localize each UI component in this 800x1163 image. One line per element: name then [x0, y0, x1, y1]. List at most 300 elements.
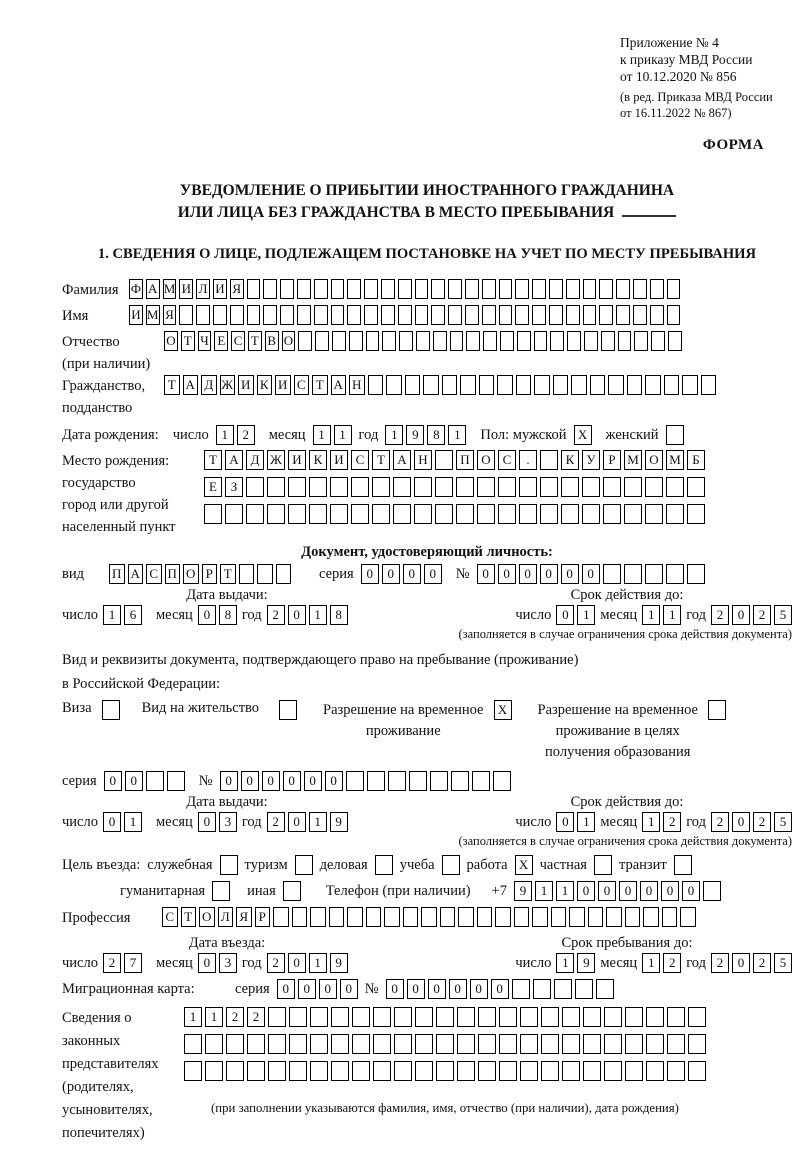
form-cell[interactable]: 0	[470, 979, 488, 999]
form-cell[interactable]	[534, 375, 550, 395]
form-cell[interactable]: А	[183, 375, 199, 395]
form-cell[interactable]	[515, 279, 529, 299]
form-cell[interactable]: Е	[204, 477, 222, 497]
form-cell[interactable]: 1	[642, 605, 660, 625]
form-cell[interactable]	[225, 504, 243, 524]
form-cell[interactable]	[495, 907, 511, 927]
form-cell[interactable]: Ф	[129, 279, 143, 299]
form-cell[interactable]	[534, 331, 548, 351]
form-cell[interactable]	[179, 305, 193, 325]
form-cell[interactable]	[590, 375, 606, 395]
form-cell[interactable]: 5	[774, 812, 792, 832]
form-cell[interactable]	[625, 1061, 643, 1081]
form-cell[interactable]: 0	[407, 979, 425, 999]
form-cell[interactable]	[276, 564, 292, 584]
form-cell[interactable]	[351, 477, 369, 497]
form-cell[interactable]: 2	[267, 605, 285, 625]
form-cell[interactable]	[571, 375, 587, 395]
form-cell[interactable]: 1	[556, 881, 574, 901]
form-cell[interactable]	[364, 279, 378, 299]
form-cell[interactable]	[561, 504, 579, 524]
form-cell[interactable]: С	[146, 564, 162, 584]
form-cell[interactable]: 2	[753, 953, 771, 973]
form-cell[interactable]: 0	[198, 953, 216, 973]
form-cell[interactable]	[624, 477, 642, 497]
form-cell[interactable]: Д	[201, 375, 217, 395]
form-cell[interactable]	[645, 477, 663, 497]
form-cell[interactable]: 0	[556, 812, 574, 832]
form-cell[interactable]: 2	[663, 953, 681, 973]
form-cell[interactable]	[482, 305, 496, 325]
form-cell[interactable]	[349, 331, 363, 351]
form-cell[interactable]	[519, 477, 537, 497]
form-cell[interactable]	[352, 1061, 370, 1081]
form-cell[interactable]	[398, 279, 412, 299]
form-cell[interactable]: 9	[330, 812, 348, 832]
form-cell[interactable]	[373, 1007, 391, 1027]
form-cell[interactable]	[603, 477, 621, 497]
form-cell[interactable]	[450, 331, 464, 351]
form-cell[interactable]	[393, 477, 411, 497]
form-cell[interactable]	[666, 504, 684, 524]
form-cell[interactable]	[310, 1034, 328, 1054]
form-cell[interactable]	[604, 1034, 622, 1054]
form-cell[interactable]	[226, 1061, 244, 1081]
form-cell[interactable]	[423, 375, 439, 395]
form-cell[interactable]	[196, 305, 210, 325]
form-cell[interactable]	[682, 375, 698, 395]
form-cell[interactable]: А	[225, 450, 243, 470]
form-cell[interactable]	[472, 771, 490, 791]
form-cell[interactable]	[493, 771, 511, 791]
form-cell[interactable]	[375, 855, 393, 875]
form-cell[interactable]	[382, 331, 396, 351]
form-cell[interactable]: С	[351, 450, 369, 470]
form-cell[interactable]: О	[477, 450, 495, 470]
form-cell[interactable]: 0	[277, 979, 295, 999]
form-cell[interactable]	[482, 279, 496, 299]
form-cell[interactable]	[498, 477, 516, 497]
form-cell[interactable]	[633, 305, 647, 325]
form-cell[interactable]: 0	[382, 564, 400, 584]
form-cell[interactable]: 9	[514, 881, 532, 901]
form-cell[interactable]	[433, 331, 447, 351]
form-cell[interactable]: 5	[774, 953, 792, 973]
form-cell[interactable]: 0	[619, 881, 637, 901]
form-cell[interactable]: 0	[386, 979, 404, 999]
form-cell[interactable]	[512, 979, 530, 999]
form-cell[interactable]	[367, 771, 385, 791]
form-cell[interactable]	[458, 907, 474, 927]
form-cell[interactable]	[550, 331, 564, 351]
form-cell[interactable]: Я	[163, 305, 177, 325]
form-cell[interactable]	[625, 907, 641, 927]
form-cell[interactable]	[498, 504, 516, 524]
form-cell[interactable]	[575, 979, 593, 999]
form-cell[interactable]: И	[179, 279, 193, 299]
form-cell[interactable]	[330, 504, 348, 524]
form-cell[interactable]: 8	[330, 605, 348, 625]
form-cell[interactable]: Л	[218, 907, 234, 927]
form-cell[interactable]	[708, 700, 726, 720]
form-cell[interactable]	[582, 504, 600, 524]
form-cell[interactable]	[414, 504, 432, 524]
form-cell[interactable]: 0	[640, 881, 658, 901]
form-cell[interactable]: Ж	[220, 375, 236, 395]
form-cell[interactable]	[415, 305, 429, 325]
form-cell[interactable]	[431, 305, 445, 325]
form-cell[interactable]	[664, 375, 680, 395]
form-cell[interactable]: П	[109, 564, 125, 584]
form-cell[interactable]	[483, 331, 497, 351]
form-cell[interactable]: 1	[642, 953, 660, 973]
form-cell[interactable]: 0	[304, 771, 322, 791]
form-cell[interactable]: Н	[349, 375, 365, 395]
form-cell[interactable]	[566, 279, 580, 299]
form-cell[interactable]: 3	[219, 812, 237, 832]
form-cell[interactable]	[688, 1061, 706, 1081]
form-cell[interactable]: О	[183, 564, 199, 584]
form-cell[interactable]: 9	[406, 425, 424, 445]
form-cell[interactable]	[405, 375, 421, 395]
form-cell[interactable]	[540, 477, 558, 497]
form-cell[interactable]	[666, 564, 684, 584]
form-cell[interactable]: С	[231, 331, 245, 351]
form-cell[interactable]: И	[330, 450, 348, 470]
form-cell[interactable]	[205, 1061, 223, 1081]
form-cell[interactable]: 1	[577, 605, 595, 625]
form-cell[interactable]	[457, 1007, 475, 1027]
form-cell[interactable]: И	[129, 305, 143, 325]
form-cell[interactable]	[594, 855, 612, 875]
form-cell[interactable]: 0	[241, 771, 259, 791]
form-cell[interactable]	[330, 477, 348, 497]
form-cell[interactable]: Т	[312, 375, 328, 395]
form-cell[interactable]: 8	[219, 605, 237, 625]
form-cell[interactable]	[448, 279, 462, 299]
form-cell[interactable]	[541, 1007, 559, 1027]
form-cell[interactable]	[292, 907, 308, 927]
form-cell[interactable]: 0	[288, 812, 306, 832]
form-cell[interactable]	[436, 1061, 454, 1081]
form-cell[interactable]: 2	[711, 953, 729, 973]
form-cell[interactable]: 2	[103, 953, 121, 973]
form-cell[interactable]: Т	[220, 564, 236, 584]
form-cell[interactable]	[283, 881, 301, 901]
form-cell[interactable]	[606, 907, 622, 927]
form-cell[interactable]	[616, 279, 630, 299]
form-cell[interactable]	[297, 305, 311, 325]
form-cell[interactable]	[212, 881, 230, 901]
form-cell[interactable]: 2	[753, 812, 771, 832]
form-cell[interactable]	[599, 305, 613, 325]
form-cell[interactable]	[146, 771, 164, 791]
form-cell[interactable]: 0	[540, 564, 558, 584]
form-cell[interactable]	[310, 907, 326, 927]
form-cell[interactable]	[310, 1007, 328, 1027]
form-cell[interactable]: М	[163, 279, 177, 299]
form-cell[interactable]: 0	[198, 605, 216, 625]
form-cell[interactable]	[645, 375, 661, 395]
form-cell[interactable]	[477, 477, 495, 497]
form-cell[interactable]: 0	[220, 771, 238, 791]
form-cell[interactable]: 0	[424, 564, 442, 584]
form-cell[interactable]: 0	[682, 881, 700, 901]
form-cell[interactable]: 0	[125, 771, 143, 791]
form-cell[interactable]	[388, 771, 406, 791]
form-cell[interactable]: 9	[330, 953, 348, 973]
form-cell[interactable]: 0	[104, 771, 122, 791]
form-cell[interactable]: 1	[334, 425, 352, 445]
form-cell[interactable]	[582, 477, 600, 497]
form-cell[interactable]: С	[162, 907, 178, 927]
form-cell[interactable]	[668, 331, 682, 351]
form-cell[interactable]	[435, 477, 453, 497]
form-cell[interactable]: Н	[414, 450, 432, 470]
form-cell[interactable]	[226, 1034, 244, 1054]
form-cell[interactable]: 2	[267, 953, 285, 973]
form-cell[interactable]	[436, 1034, 454, 1054]
form-cell[interactable]: 0	[661, 881, 679, 901]
form-cell[interactable]	[633, 279, 647, 299]
form-cell[interactable]	[603, 504, 621, 524]
form-cell[interactable]: 0	[319, 979, 337, 999]
form-cell[interactable]: Т	[181, 907, 197, 927]
form-cell[interactable]: Т	[248, 331, 262, 351]
form-cell[interactable]	[415, 1034, 433, 1054]
form-cell[interactable]	[247, 1061, 265, 1081]
form-cell[interactable]	[643, 907, 659, 927]
form-cell[interactable]	[499, 305, 513, 325]
form-cell[interactable]	[309, 477, 327, 497]
form-cell[interactable]	[403, 907, 419, 927]
form-cell[interactable]	[540, 504, 558, 524]
form-cell[interactable]	[415, 279, 429, 299]
form-cell[interactable]	[273, 907, 289, 927]
form-cell[interactable]	[314, 279, 328, 299]
form-cell[interactable]	[634, 331, 648, 351]
form-cell[interactable]: 0	[340, 979, 358, 999]
form-cell[interactable]	[499, 279, 513, 299]
form-cell[interactable]	[102, 700, 120, 720]
form-cell[interactable]	[584, 331, 598, 351]
form-cell[interactable]: 2	[247, 1007, 265, 1027]
form-cell[interactable]: 9	[577, 953, 595, 973]
form-cell[interactable]	[347, 279, 361, 299]
form-cell[interactable]: 0	[519, 564, 537, 584]
form-cell[interactable]	[384, 907, 400, 927]
form-cell[interactable]	[394, 1007, 412, 1027]
form-cell[interactable]: Т	[204, 450, 222, 470]
form-cell[interactable]	[516, 375, 532, 395]
form-cell[interactable]	[280, 279, 294, 299]
form-cell[interactable]: 0	[732, 605, 750, 625]
form-cell[interactable]	[601, 331, 615, 351]
form-cell[interactable]	[347, 305, 361, 325]
form-cell[interactable]: 0	[491, 979, 509, 999]
form-cell[interactable]	[346, 771, 364, 791]
form-cell[interactable]: Б	[687, 450, 705, 470]
form-cell[interactable]: О	[199, 907, 215, 927]
form-cell[interactable]	[393, 504, 411, 524]
form-cell[interactable]	[435, 504, 453, 524]
form-cell[interactable]	[645, 504, 663, 524]
form-cell[interactable]	[366, 331, 380, 351]
form-cell[interactable]	[688, 1034, 706, 1054]
form-cell[interactable]	[625, 1034, 643, 1054]
form-cell[interactable]	[479, 375, 495, 395]
form-cell[interactable]	[562, 1034, 580, 1054]
form-cell[interactable]: 1	[103, 605, 121, 625]
form-cell[interactable]: Р	[202, 564, 218, 584]
form-cell[interactable]	[583, 1034, 601, 1054]
form-cell[interactable]: К	[561, 450, 579, 470]
form-cell[interactable]	[477, 504, 495, 524]
form-cell[interactable]: 0	[288, 605, 306, 625]
form-cell[interactable]	[646, 1034, 664, 1054]
form-cell[interactable]	[184, 1034, 202, 1054]
form-cell[interactable]	[267, 477, 285, 497]
form-cell[interactable]	[520, 1007, 538, 1027]
form-cell[interactable]: Т	[181, 331, 195, 351]
form-cell[interactable]	[533, 979, 551, 999]
form-cell[interactable]	[421, 907, 437, 927]
form-cell[interactable]	[442, 855, 460, 875]
form-cell[interactable]	[667, 305, 681, 325]
form-cell[interactable]: 0	[325, 771, 343, 791]
form-cell[interactable]: 0	[449, 979, 467, 999]
form-cell[interactable]	[553, 375, 569, 395]
form-cell[interactable]	[329, 907, 345, 927]
form-cell[interactable]	[368, 375, 384, 395]
form-cell[interactable]	[332, 331, 346, 351]
form-cell[interactable]	[562, 1061, 580, 1081]
form-cell[interactable]	[309, 504, 327, 524]
form-cell[interactable]: М	[666, 450, 684, 470]
form-cell[interactable]	[583, 1061, 601, 1081]
form-cell[interactable]	[687, 477, 705, 497]
form-cell[interactable]: А	[128, 564, 144, 584]
form-cell[interactable]	[268, 1034, 286, 1054]
form-cell[interactable]	[257, 564, 273, 584]
form-cell[interactable]: 0	[577, 881, 595, 901]
form-cell[interactable]: 1	[205, 1007, 223, 1027]
form-cell[interactable]: Р	[603, 450, 621, 470]
form-cell[interactable]	[604, 1061, 622, 1081]
form-cell[interactable]	[554, 979, 572, 999]
form-cell[interactable]	[532, 279, 546, 299]
form-cell[interactable]: 0	[498, 564, 516, 584]
form-cell[interactable]: 1	[309, 605, 327, 625]
form-cell[interactable]	[561, 477, 579, 497]
form-cell[interactable]	[204, 504, 222, 524]
form-cell[interactable]	[650, 305, 664, 325]
form-cell[interactable]	[688, 1007, 706, 1027]
form-cell[interactable]	[310, 1061, 328, 1081]
form-cell[interactable]	[596, 979, 614, 999]
form-cell[interactable]: 2	[663, 812, 681, 832]
form-cell[interactable]: Ж	[267, 450, 285, 470]
form-cell[interactable]	[478, 1007, 496, 1027]
form-cell[interactable]	[430, 771, 448, 791]
form-cell[interactable]: 0	[477, 564, 495, 584]
form-cell[interactable]: .	[519, 450, 537, 470]
form-cell[interactable]: Т	[164, 375, 180, 395]
form-cell[interactable]: И	[238, 375, 254, 395]
form-cell[interactable]	[618, 331, 632, 351]
form-cell[interactable]: 1	[448, 425, 466, 445]
form-cell[interactable]	[289, 1034, 307, 1054]
form-cell[interactable]	[366, 907, 382, 927]
form-cell[interactable]: К	[257, 375, 273, 395]
form-cell[interactable]: 1	[535, 881, 553, 901]
form-cell[interactable]	[415, 1007, 433, 1027]
form-cell[interactable]	[465, 305, 479, 325]
form-cell[interactable]: 2	[226, 1007, 244, 1027]
form-cell[interactable]	[381, 279, 395, 299]
form-cell[interactable]	[442, 375, 458, 395]
form-cell[interactable]	[603, 564, 621, 584]
form-cell[interactable]	[213, 305, 227, 325]
form-cell[interactable]	[662, 907, 678, 927]
form-cell[interactable]	[394, 1061, 412, 1081]
form-cell[interactable]: 0	[403, 564, 421, 584]
form-cell[interactable]: Р	[255, 907, 271, 927]
form-cell[interactable]	[562, 1007, 580, 1027]
form-cell[interactable]	[246, 504, 264, 524]
form-cell[interactable]: 1	[556, 953, 574, 973]
form-cell[interactable]	[409, 771, 427, 791]
form-cell[interactable]: 2	[753, 605, 771, 625]
form-cell[interactable]: А	[331, 375, 347, 395]
form-cell[interactable]	[651, 331, 665, 351]
form-cell[interactable]	[687, 504, 705, 524]
form-cell[interactable]: А	[393, 450, 411, 470]
form-cell[interactable]: X	[574, 425, 592, 445]
form-cell[interactable]: И	[275, 375, 291, 395]
form-cell[interactable]	[599, 279, 613, 299]
form-cell[interactable]	[569, 907, 585, 927]
form-cell[interactable]	[448, 305, 462, 325]
form-cell[interactable]	[381, 305, 395, 325]
form-cell[interactable]	[205, 1034, 223, 1054]
form-cell[interactable]	[415, 1061, 433, 1081]
form-cell[interactable]: 0	[298, 979, 316, 999]
form-cell[interactable]	[394, 1034, 412, 1054]
form-cell[interactable]	[414, 477, 432, 497]
form-cell[interactable]	[517, 331, 531, 351]
form-cell[interactable]	[588, 907, 604, 927]
form-cell[interactable]: 0	[262, 771, 280, 791]
form-cell[interactable]: 0	[198, 812, 216, 832]
form-cell[interactable]	[514, 907, 530, 927]
form-cell[interactable]: И	[288, 450, 306, 470]
form-cell[interactable]	[295, 855, 313, 875]
form-cell[interactable]	[298, 331, 312, 351]
form-cell[interactable]	[331, 1034, 349, 1054]
form-cell[interactable]	[167, 771, 185, 791]
form-cell[interactable]	[364, 305, 378, 325]
form-cell[interactable]: В	[265, 331, 279, 351]
form-cell[interactable]	[315, 331, 329, 351]
form-cell[interactable]: Л	[196, 279, 210, 299]
form-cell[interactable]	[457, 1061, 475, 1081]
form-cell[interactable]	[398, 305, 412, 325]
form-cell[interactable]: Е	[214, 331, 228, 351]
form-cell[interactable]: 1	[184, 1007, 202, 1027]
form-cell[interactable]: 1	[385, 425, 403, 445]
form-cell[interactable]	[297, 279, 311, 299]
